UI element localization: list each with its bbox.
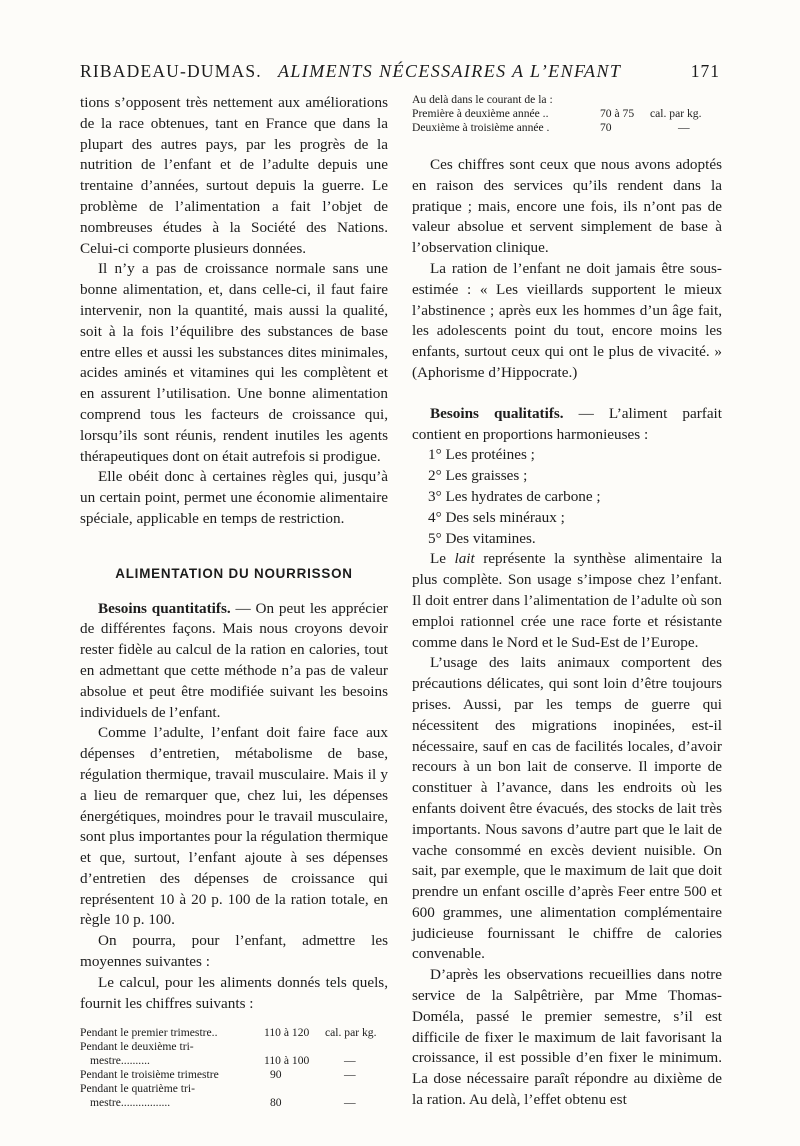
table-cell-unit: —: [344, 1054, 356, 1068]
paragraph-text: — On peut les apprécier de différentes façons. Mais nous croyons devoir rester fidèle au calcul de la ration en calories, tout en admettant que cette méthode n’a pas de valeur absolue et peut être modifiée suivant les besoins individuels de l’enfant.: [80, 599, 388, 721]
header-title: ALIMENTS NÉCESSAIRES A L’ENFANT: [278, 61, 622, 81]
list-item: 4° Des sels minéraux ;: [428, 508, 565, 526]
calorie-table-continued: [412, 93, 722, 135]
list-item: 1° Les protéines ;: [428, 446, 535, 464]
table-cell-value: 70 à 75: [600, 107, 635, 120]
section-heading: ALIMENTATION DU NOURRISSON: [115, 565, 353, 581]
list-item: 3° Les hydrates de carbone ;: [428, 487, 601, 505]
table-cell-value: 110 à 120: [264, 1026, 310, 1040]
paragraph-text: Le: [430, 550, 455, 568]
table-cell-label: mestre..........: [90, 1054, 150, 1068]
paragraph: L’usage des laits animaux comportent des précautions délicates, qui sont loin d’être toujours prises. Aussi, par les temps de guerre qui nécessitent des migrations inopinées, est-il nécessaire, sauf en cas de facilités locales, d’avoir recours à un bon lait de conserve. Il importe de constituer à l’avance, dans les endroits où les enfants doivent être évacués, des stocks de lait très importants. Nous savons d’autre part que le lait de vache consommé en excès devient nuisible. On sait, par exemple, que le maximum de lait que doit prendre un enfant oscille d’après Feer entre 500 et 600 grammes, une alimentation complémentaire judicieuse fournissant le chiffre de calories convenable.: [412, 654, 722, 963]
table-intro-text: Au delà dans le courant de la :: [412, 93, 553, 106]
paragraph-lead: Besoins quantitatifs.: [98, 599, 231, 617]
table-cell-label: Première à deuxième année ..: [412, 107, 549, 120]
paragraph: tions s’opposent très nettement aux améliorations de la race obtenues, tant en France que dans la plupart des autres pays, par les progrès de la nutrition de l’enfant et de l’adulte depuis une trentaine d’années, surtout depuis la guerre. Le problème de l’alimentation a fait l’objet de nombreuses études à la Société des Nations. Celui-ci comporte plusieurs données.: [80, 94, 388, 257]
paragraph: Comme l’adulte, l’enfant doit faire face aux dépenses d’entretien, métabolisme de base, régulation thermique, travail musculaire. Mais il y a lieu de remarquer que, chez lui, les dépenses énergétiques, moindres pour le travail musculaire, sont plus importantes pour la régulation thermique et que, surtout, l’enfant ajoute à ses dépenses d’entretien des dépenses de croissance qui représentent 10 à 20 p. 100 de la ration totale, en règle 10 p. 100.: [80, 724, 388, 929]
table-cell-value: 70: [600, 121, 612, 134]
paragraph: D’après les observations recueillies dans notre service de la Salpêtrière, par Mme Thomas-Doméla, passé le premier semestre, s’il est difficile de fixer le maximum de lait favorisant la croissance, il est possible d’en fixer le minimum. La dose nécessaire paraît répondre au dixième de la ration. Au delà, l’effet obtenu est: [412, 966, 722, 1109]
table-row: [80, 1096, 388, 1110]
list-item: 2° Les graisses ;: [428, 467, 528, 485]
paragraph: Ces chiffres sont ceux que nous avons adoptés en raison des services qu’ils rendent dans la pratique ; mais, encore une fois, ils n’ont pas de valeur absolue et servent simplement de base à l’observation clinique.: [412, 156, 722, 257]
table-row: [80, 1026, 388, 1040]
paragraph-text: représente la synthèse alimentaire la plus complète. Son usage s’impose chez l’enfant. Il doit entrer dans l’alimentation de l’adulte où son emploi rationnel crée une race forte et résistante comme dans le Nord et le Sud-Est de l’Europe.: [412, 550, 722, 651]
table-cell-value: 110 à 100: [264, 1054, 310, 1068]
table-cell-label: Pendant le deuxième tri-: [80, 1040, 194, 1054]
list-item: 5° Des vitamines.: [428, 529, 536, 547]
table-row: [412, 121, 722, 135]
table-cell-label: mestre.................: [90, 1096, 171, 1110]
table-cell-unit: —: [344, 1096, 356, 1110]
nutrient-list: [412, 445, 722, 549]
table-cell-value: 80: [270, 1096, 282, 1110]
table-cell-label: Pendant le premier trimestre..: [80, 1026, 218, 1040]
table-cell-unit: cal. par kg.: [325, 1026, 377, 1040]
table-row: [412, 107, 722, 121]
paragraph: [412, 404, 722, 446]
table-intro: [412, 93, 722, 107]
table-cell-label: Pendant le troisième trimestre: [80, 1068, 219, 1082]
calorie-table: [80, 1026, 388, 1110]
running-header: [80, 58, 720, 88]
table-cell-label: Deuxième à troisième année .: [412, 121, 550, 134]
right-column: [412, 93, 722, 1111]
table-cell-unit: cal. par kg.: [650, 107, 702, 120]
paragraph-text: — L’aliment parfait contient en proportions harmonieuses :: [412, 404, 722, 443]
paragraph: [412, 549, 722, 653]
paragraph: Il n’y a pas de croissance normale sans une bonne alimentation, et, dans celle-ci, il faut faire intervenir, non la quantité, mais aussi la qualité, soit à la fois l’équilibre des substances de base entre elles et aussi les substances dites minimales, acides aminés et vitamines qui les complètent et en assurent l’utilisation. Une bonne alimentation comprend tous les facteurs de croissance qui, lorsqu’ils sont réunis, rendent inutiles les agents thérapeutiques dont on était autrefois si prodigue.: [80, 260, 388, 465]
table-cell-unit: —: [344, 1068, 356, 1082]
table-cell-value: 90: [270, 1068, 282, 1082]
left-column: [80, 93, 388, 1110]
table-row: [80, 1082, 388, 1096]
paragraph: On pourra, pour l’enfant, admettre les moyennes suivantes :: [80, 932, 388, 971]
table-cell-label: Pendant le quatrième tri-: [80, 1082, 195, 1096]
header-author: RIBADEAU-DUMAS.: [80, 61, 262, 81]
paragraph: Elle obéit donc à certaines règles qui, jusqu’à un certain point, permet une économie alimentaire spéciale, applicable en temps de restriction.: [80, 468, 388, 527]
table-row: [80, 1054, 388, 1068]
paragraph: [80, 599, 388, 724]
paragraph-lead: Besoins qualitatifs.: [430, 404, 564, 422]
page-number: 171: [690, 61, 720, 81]
paragraph: La ration de l’enfant ne doit jamais être sous-estimée : « Les vieillards supportent le mieux l’abstinence ; après eux les hommes d’un âge fait, les adolescents point du tout, encore moins les enfants, surtout ceux qui ont le plus de vivacité. » (Aphorisme d’Hippocrate.): [412, 259, 722, 381]
table-cell-unit: —: [678, 121, 690, 134]
paragraph: Le calcul, pour les aliments donnés tels quels, fournit les chiffres suivants :: [80, 973, 388, 1012]
table-row: [80, 1068, 388, 1082]
paragraph-italic: lait: [454, 550, 475, 568]
table-row: [80, 1040, 388, 1054]
